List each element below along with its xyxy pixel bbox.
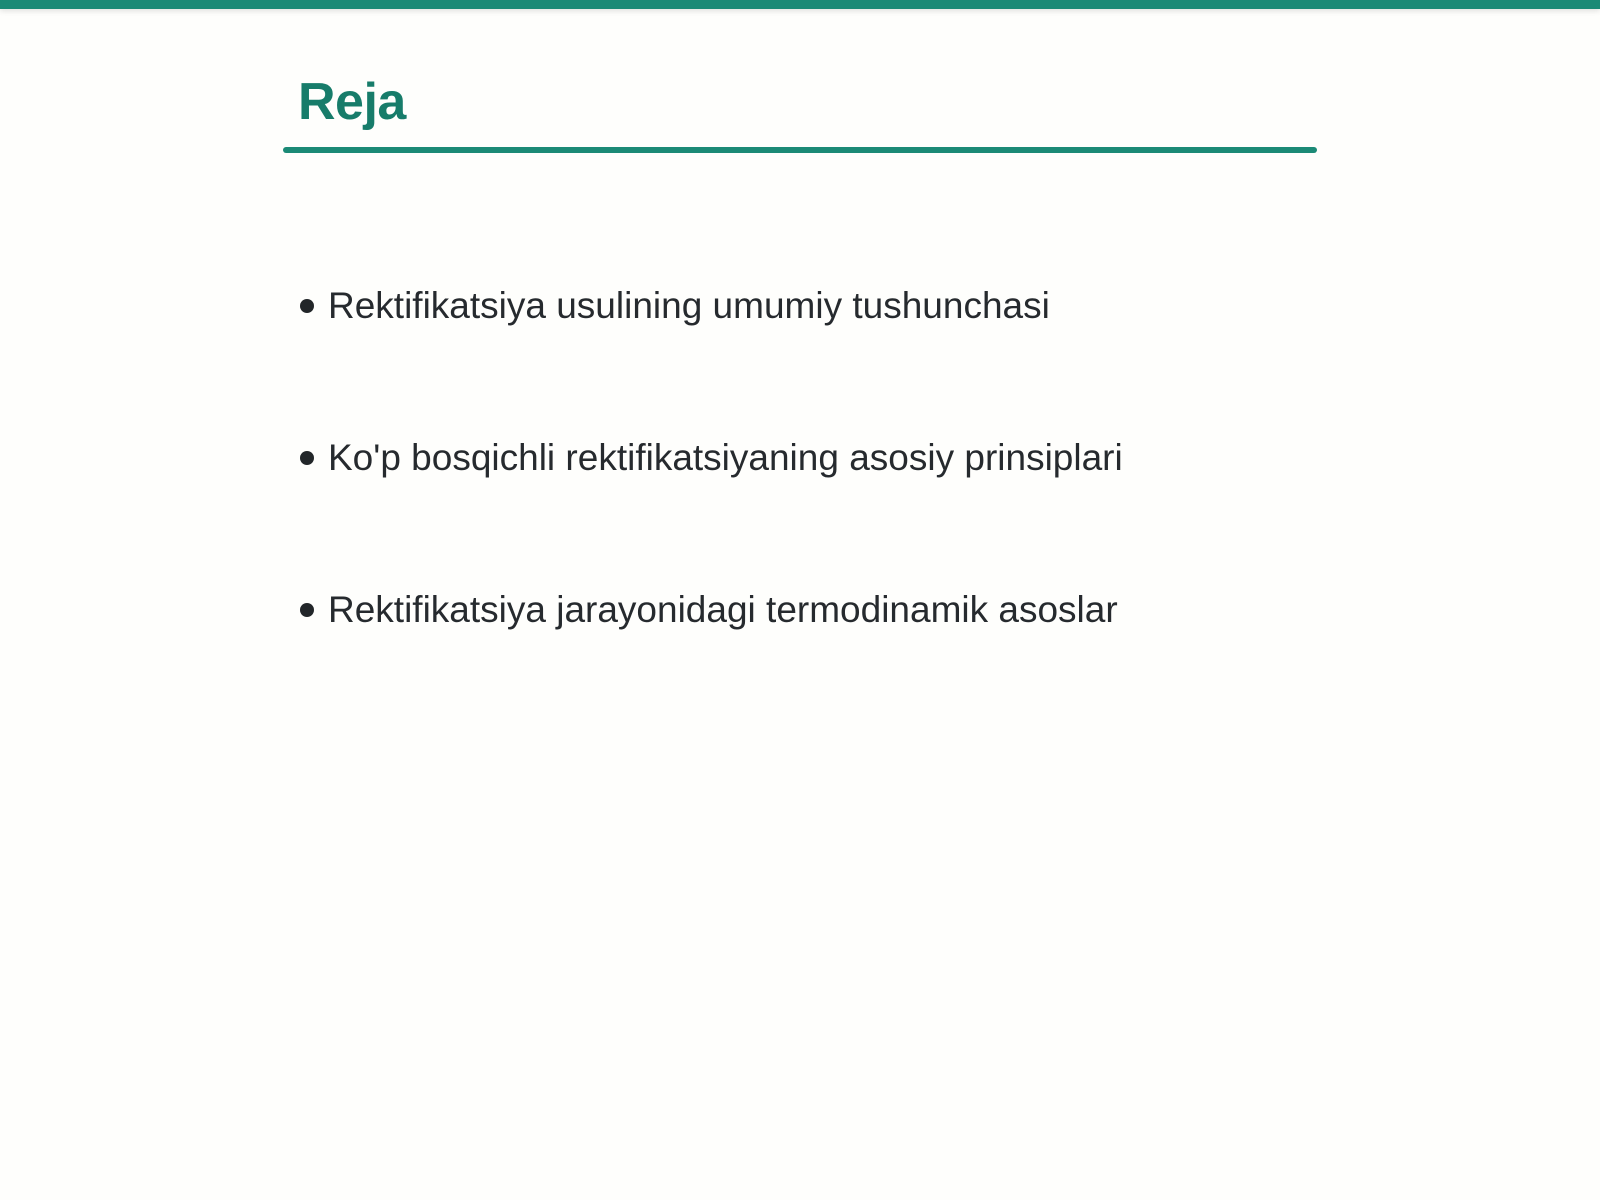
bullet-text: Rektifikatsiya jarayonidagi termodinamik asoslar [328,589,1118,630]
bullet-text: Rektifikatsiya usulining umumiy tushunchasi [328,285,1050,326]
bullet-icon [300,299,314,313]
slide-title: Reja [298,73,406,131]
bullet-icon [300,603,314,617]
bullet-text: Ko'p bosqichli rektifikatsiyaning asosiy prinsiplari [328,437,1123,478]
title-underline [283,147,1317,153]
list-item [300,280,1123,432]
list-item [300,432,1123,584]
bullet-icon [300,451,314,465]
top-accent-bar [0,0,1600,9]
bullet-list [300,280,1123,736]
list-item [300,584,1123,736]
